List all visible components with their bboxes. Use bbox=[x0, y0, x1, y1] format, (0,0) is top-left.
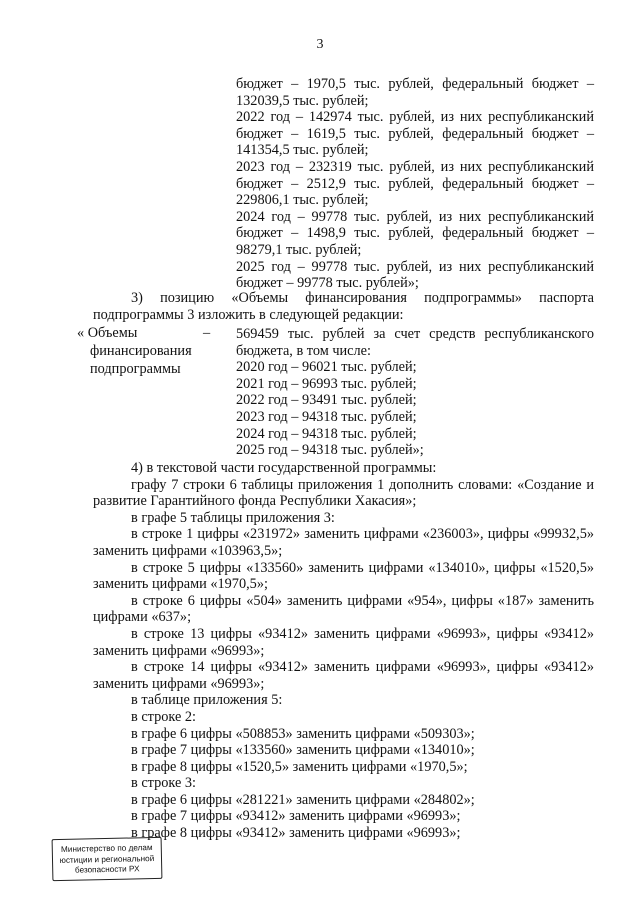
text-line: бюджета, в том числе: bbox=[236, 342, 371, 359]
text-line: в графе 8 цифры «1520,5» заменить цифрами «1970,5»; bbox=[131, 758, 468, 775]
text-line: в строке 3: bbox=[131, 775, 197, 792]
text-line: 2023 год – 232319 тыс. рублей, из них республиканский bbox=[236, 158, 594, 175]
text-line: бюджет – 1619,5 тыс. рублей, федеральный бюджет – bbox=[236, 125, 594, 142]
text-line: в строке 13 цифры «93412» заменить цифрами «96993», цифры «93412» bbox=[131, 625, 594, 642]
text-line: 2022 год – 142974 тыс. рублей, из них республиканский bbox=[236, 109, 594, 126]
text-line: бюджет – 1498,9 тыс. рублей, федеральный бюджет – bbox=[236, 225, 594, 242]
text-line: в строке 5 цифры «133560» заменить цифрами «134010», цифры «1520,5» bbox=[131, 559, 594, 576]
text-line: бюджет – 1970,5 тыс. рублей, федеральный бюджет – bbox=[236, 76, 594, 92]
text-line: 2020 год – 96021 тыс. рублей; bbox=[236, 359, 417, 376]
text-line: 2024 год – 94318 тыс. рублей; bbox=[236, 425, 417, 442]
text-line: подпрограммы bbox=[90, 361, 181, 377]
text-line: 229806,1 тыс. рублей; bbox=[236, 192, 369, 209]
stamp-line: Министерство по делам bbox=[60, 843, 153, 854]
text-line: в строке 2: bbox=[131, 708, 197, 725]
text-line: « Объемы bbox=[77, 325, 138, 341]
text-line: в графе 7 цифры «93412» заменить цифрами «96993»; bbox=[131, 808, 461, 825]
text-line: заменить цифрами «103963,5»; bbox=[93, 542, 283, 559]
stamp-line: юстиции и региональной bbox=[59, 853, 155, 865]
text-line: 132039,5 тыс. рублей; bbox=[236, 92, 369, 109]
passport-label bbox=[77, 324, 207, 378]
text-line: в графе 6 цифры «508853» заменить цифрами «509303»; bbox=[131, 725, 475, 742]
text-line: в графе 7 цифры «133560» заменить цифрами «134010»; bbox=[131, 742, 475, 759]
text-line: 98279,1 тыс. рублей; bbox=[236, 241, 362, 258]
page-number: 3 bbox=[316, 37, 324, 52]
budget-continuation bbox=[236, 76, 594, 292]
text-line: финансирования bbox=[90, 343, 192, 359]
text-line: заменить цифрами «1970,5»; bbox=[93, 576, 268, 593]
text-line: развитие Гарантийного фонда Республики Хакасия»; bbox=[93, 493, 417, 510]
ministry-stamp bbox=[52, 837, 163, 881]
text-line: 569459 тыс. рублей за счет средств республиканского bbox=[236, 326, 594, 342]
text-line: 3) позицию «Объемы финансирования подпрограммы» паспорта bbox=[131, 290, 594, 306]
text-line: в таблице приложения 5: bbox=[131, 692, 283, 709]
text-line: 2021 год – 96993 тыс. рублей; bbox=[236, 375, 417, 392]
text-line: 4) в текстовой части государственной программы: bbox=[131, 460, 437, 476]
text-line: бюджет – 99778 тыс. рублей»; bbox=[236, 275, 419, 292]
passport-dash: – bbox=[203, 325, 211, 341]
text-line: заменить цифрами «96993»; bbox=[93, 675, 265, 692]
text-line: 2025 год – 94318 тыс. рублей»; bbox=[236, 442, 424, 459]
text-line: в строке 1 цифры «231972» заменить цифрами «236003», цифры «99932,5» bbox=[131, 526, 594, 543]
text-line: бюджет – 2512,9 тыс. рублей, федеральный бюджет – bbox=[236, 175, 594, 192]
text-line: цифрами «637»; bbox=[93, 609, 192, 626]
text-line: 2024 год – 99778 тыс. рублей, из них республиканский bbox=[236, 208, 594, 225]
text-line: 2023 год – 94318 тыс. рублей; bbox=[236, 408, 417, 425]
stamp-line: безопасности РХ bbox=[74, 864, 140, 875]
text-line: 141354,5 тыс. рублей; bbox=[236, 142, 369, 159]
text-line: графу 7 строки 6 таблицы приложения 1 дополнить словами: «Создание и bbox=[131, 476, 594, 493]
text-line: в графе 5 таблицы приложения 3: bbox=[131, 509, 335, 526]
text-line: в строке 14 цифры «93412» заменить цифрами «96993», цифры «93412» bbox=[131, 659, 594, 676]
text-line: в строке 6 цифры «504» заменить цифрами «954», цифры «187» заменить bbox=[131, 592, 594, 609]
passport-value bbox=[236, 326, 594, 459]
item-3 bbox=[93, 290, 594, 323]
text-line: 2025 год – 99778 тыс. рублей, из них республиканский bbox=[236, 258, 594, 275]
text-line: заменить цифрами «96993»; bbox=[93, 642, 265, 659]
text-line: в графе 6 цифры «281221» заменить цифрами «284802»; bbox=[131, 791, 475, 808]
item-4 bbox=[93, 460, 594, 842]
text-line: в графе 8 цифры «93412» заменить цифрами «96993»; bbox=[131, 825, 461, 842]
text-line: 2022 год – 93491 тыс. рублей; bbox=[236, 392, 417, 409]
text-line: подпрограммы 3 изложить в следующей редакции: bbox=[93, 306, 404, 323]
